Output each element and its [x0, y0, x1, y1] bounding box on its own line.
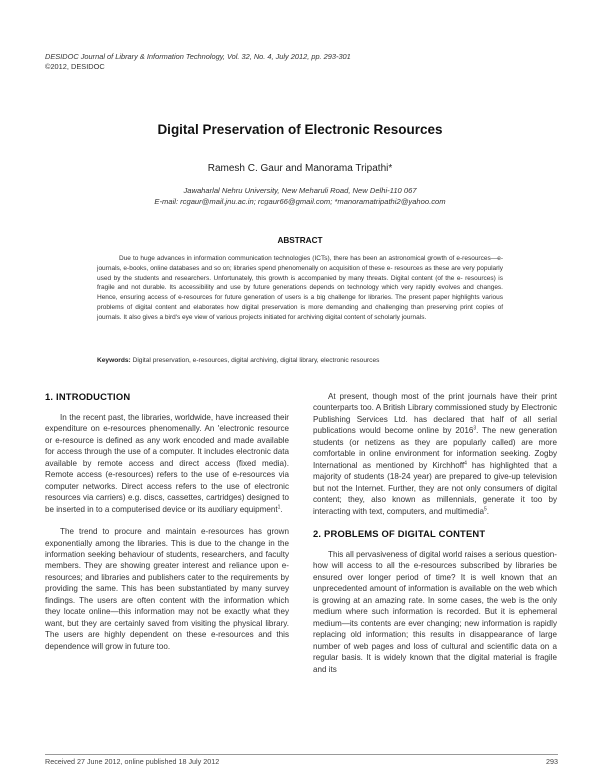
paper-authors: Ramesh C. Gaur and Manorama Tripathi*: [207, 163, 393, 174]
footer-divider: [45, 754, 558, 755]
journal-citation: DESIDOC Journal of Library & Information Technology, Vol. 32, No. 4, July 2012, pp. 293-301: [45, 52, 351, 61]
keywords-label: Keywords:: [97, 357, 131, 364]
right-column: [313, 391, 557, 686]
section-heading-problems: 2. PROBLEMS OF DIGITAL CONTENT: [313, 527, 486, 539]
intro-paragraph-2: The trend to procure and maintain e-resources has grown exponentially among the libraries. This is due to the change in the information seeking behaviour of students, researchers, and faculty members. They are showing greater interest and reliance upon e- resources; and libraries and publishers cater to the requirements by providing the same. This has been substantiated by many survey findings. The users are often content with the information which they locate online—this information may not be exactly what they want, but they are certainly saved from visiting the physical library. The users are highly dependent on these e-resources and this dependence will grow in future too.: [45, 527, 289, 651]
section-heading-introduction: 1. INTRODUCTION: [45, 391, 131, 402]
affiliation: Jawaharlal Nehru University, New Meharuli Road, New Delhi-110 067: [183, 186, 417, 195]
author-affiliation-block: [0, 185, 600, 207]
left-column: [45, 391, 289, 663]
intro-paragraph-3: At present, though most of the print journals have their print counterparts too. A British Library commissioned study by Electronic Publishing Services Ltd. has declared that half of all serial publications would become online by 2016$^3$. The new generation students (or netizens as they are popularly called) are more comfortable in online environment for information seeking. Zogby International as mentioned by Kirchhoff$^4$ has highlighted that a majority of students (18-24 year) are prepared to give-up television but not the Internet. Further, they are not only consumers of digital content; they, also known as millennials, generate it too by interacting with text, computers, and multimedia$^5$.: [313, 392, 557, 516]
author-emails: E-mail: rcgaur@mail.jnu.ac.in; rcgaur66@gmail.com; *manoramatripathi2@yahoo.com: [154, 197, 446, 206]
intro-paragraph-1: In the recent past, the libraries, worldwide, have increased their expenditure on e-resources phenomenally. An 'electronic resource or e-resource is defined as any work encoded and made available for access through the use of a computer. It includes electronic data available by remote access and direct access (fixed media). Remote access (e-resources) refers to the use of e-resources via computer networks. Direct access refers to the use of electronic resources via carriers) e.g. discs, cassettes, cartridges) designed to be inserted in to a computerised device or its auxiliary equipment$^1$.: [45, 413, 289, 514]
received-date: Received 27 June 2012, online published 18 July 2012: [45, 757, 220, 766]
keywords-list: Digital preservation, e-resources, digital archiving, digital library, electronic resources: [132, 357, 380, 364]
paper-title: Digital Preservation of Electronic Resources: [157, 122, 443, 137]
problems-paragraph-1: This all pervasiveness of digital world raises a serious question-how will access to all the e-resources subscribed by libraries be ensured over longer period of time? It is well known that an unprecedented amount of information is available on the web which is growing at an amazing rate. In some cases, the web is the only medium where such information is recorded. But it is ephemeral medium—its contents are ever changing; new information is rapidly replacing old information; this results in disappearance of large number of web pages and loss of cultural and scientific data on a regular basis. It is widely known that the digital material is fragile and its: [313, 549, 557, 674]
keywords-line: [97, 356, 517, 365]
journal-header: [45, 52, 351, 72]
page-number: 293: [546, 757, 558, 766]
copyright-line: ©2012, DESIDOC: [45, 62, 105, 71]
abstract-text: Due to huge advances in information communication technologies (ICTs), there has been an astronomical growth of e-resources—e-journals, e-books, online databases and so on; libraries spend phenomenally on acquisition of these e- resources as these are very popularly used by the students and researchers. Unfortunately, this growth is accompanied by many threats. Digital content (of the e- resources) is fragile and not durable. Its accessibility and use by future generations depends on technology which very rapidly evolves and changes. Hence, ensuring access of e-resources for future generation of users is a big challenge for libraries. The present paper highlights various problems of digital content and elaborates how digital preservation is more demanding and challenging than preserving print copies of journals. It also gives a bird's eye view of various projects initiated for archiving digital content of scholarly journals.: [97, 255, 503, 321]
abstract-heading: ABSTRACT: [277, 236, 323, 245]
citation-ref: 5: [483, 505, 487, 512]
citation-ref: 3: [473, 425, 477, 432]
citation-ref: 1: [277, 503, 281, 510]
citation-ref: 4: [464, 460, 467, 467]
